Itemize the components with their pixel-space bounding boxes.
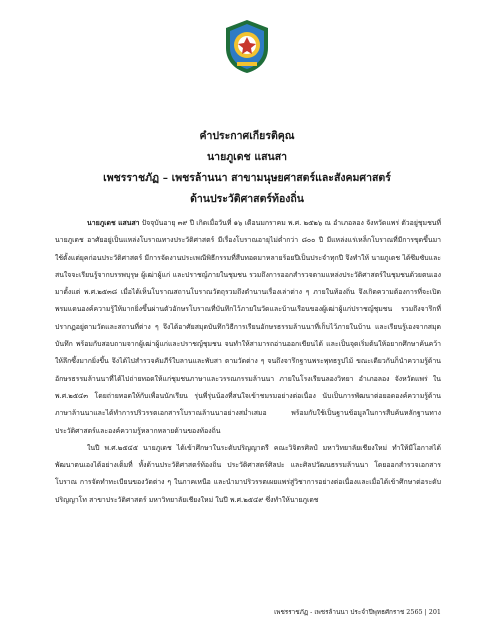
paragraph-1-text: ปัจจุบันอายุ ๓๙ ปี เกิดเมื่อวันที่ ๑๖ เดือนมกราคม พ.ศ. ๒๕๒๖ ณ อำเภอลอง จังหวัดแพร่ ตัวอยู่ชุมชนที่นายภูเดช อาศัยอยู่เป็นแหล่งโบราณทางประวัติศาสตร์ มีเรื่องโบราณอายุไม่ต่ำกว่า ๘๐๐ ปี มีแหล่งแร่เหล็กโบราณที่มีการขุดขึ้นมาใช้ตั้งแต่ยุคก่อนประวัติศาสตร์ มีการจัดงานประเพณีพิธีกรรมที่สืบทอดมาหลายร้อยปีเป็นประจำทุกปี จึงทำให้ นายภูเดช ได้ซึมซับและสนใจจะเรียนรู้จากบรรพบุรุษ ผู้เฒ่าผู้แก่ และปราชญ์ภายในชุมชน รวมถึงการออกสำรวจตามแหล่งประวัติศาสตร์ในชุมชนด้วยตนเองมาตั้งแต่ พ.ศ.๒๕๓๘ เมื่อได้เห็นโบราณสถานโบราณวัตถุรวมถึงตำนานเรื่องเล่าต่าง ๆ ภายในท้องถิ่น จึงเกิดความต้องการที่จะเปิดพรมแดนองค์ความรู้ให้มากยิ่งขึ้นผ่านตัวอักษรโบราณที่บันทึกไว้ภายในวัดและบ้านเรือนของผู้เฒ่าผู้แก่ปราชญ์ชุมชน รวมถึงจารึกที่ปรากฏอยู่ตามวัดและสถานที่ต่าง ๆ จึงได้อาศัยสมุดบันทึกวิธีการเรียนอักษรธรรมล้านนาที่เก็บไว้ภายในบ้าน และเรียนรู้เองจากสมุดบันทึก พร้อมกับสอบถามจากผู้เฒ่าผู้แก่และปราชญ์ชุมชน จนทำให้สามารถอ่านออกเขียนได้ และเป็นจุดเริ่มต้นให้อยากศึกษาค้นคว้าให้ลึกซึ้งมากยิ่งขึ้น จึงได้ไปสำรวจคัมภีร์ใบลานและพับสา ตามวัดต่าง ๆ จนถึงจารึกฐานพระพุทธรูปไม้ ขณะเดียวกันก็นำความรู้ด้านอักษรธรรมล้านนาที่ได้ไปถ่ายทอดให้แก่ชุมชนภาษาและวรรณกรรมล้านนา ภายในโรงเรียนลองวิทยา อำเภอลอง จังหวัดแพร่ ใน พ.ศ.๒๕๔๓ โดยถ่ายทอดให้กับเพื่อนนักเรียน รุ่นพี่รุ่นน้องที่สนใจเข้าชมรมอย่างต่อเนื่อง นับเป็นการพัฒนาต่อยอดองค์ความรู้ด้านภาษาล้านนาและได้ทำการปริวรรตเอกสารโบราณล้านนาอย่างสม่ำเสมอ พร้อมกับใช้เป็นฐานข้อมูลในการสืบค้นหลักฐานทางประวัติศาสตร์และองค์ความรู้หลากหลายด้านของท้องถิ่น	[55, 219, 442, 435]
university-logo	[222, 18, 272, 74]
honor-title: คำประกาศเกียรติคุณ	[199, 130, 295, 142]
paragraph-1-lead: นายภูเดช แสนสา	[87, 219, 140, 227]
paragraph-1	[55, 215, 441, 440]
award-field: ด้านประวัติศาสตร์ท้องถิ่น	[190, 193, 304, 205]
paragraph-2	[55, 440, 441, 509]
honoree-name: นายภูเดช แสนสา	[207, 151, 287, 163]
page-footer: เพชรราชภัฏ - เพชรล้านนา ประจำปีพุทธศักราช 2565 | 201	[274, 608, 441, 616]
award-branch: เพชรราชภัฏ – เพชรล้านนา สาขามนุษยศาสตร์และสังคมศาสตร์	[103, 172, 391, 184]
university-logo-icon	[222, 18, 272, 74]
body-text	[55, 215, 441, 509]
paragraph-2-text: ในปี พ.ศ.๒๕๔๕ นายภูเดช ได้เข้าศึกษาในระดับปริญญาตรี คณะวิจิตรศิลป์ มหาวิทยาลัยเชียงใหม่ ทำให้มีโอกาสได้พัฒนาตนเองได้อย่างเต็มที่ ทั้งด้านประวัติศาสตร์ท้องถิ่น ประวัติศาสตร์ศิลปะ และศิลปวัฒนธรรมล้านนา โดยออกสำรวจเอกสารโบราณ การจัดทำทะเบียนของวัดต่าง ๆ ในภาคเหนือ และนำมาปริวรรตเผยแพร่สู่วิชาการอย่างต่อเนื่องและเมื่อได้เข้าศึกษาต่อระดับปริญญาโท สาขาประวัติศาสตร์ มหาวิทยาลัยเชียงใหม่ ในปี พ.ศ.๒๕๔๙ ซึ่งทำให้นายภูเดช	[55, 443, 441, 504]
title-block	[0, 126, 494, 210]
